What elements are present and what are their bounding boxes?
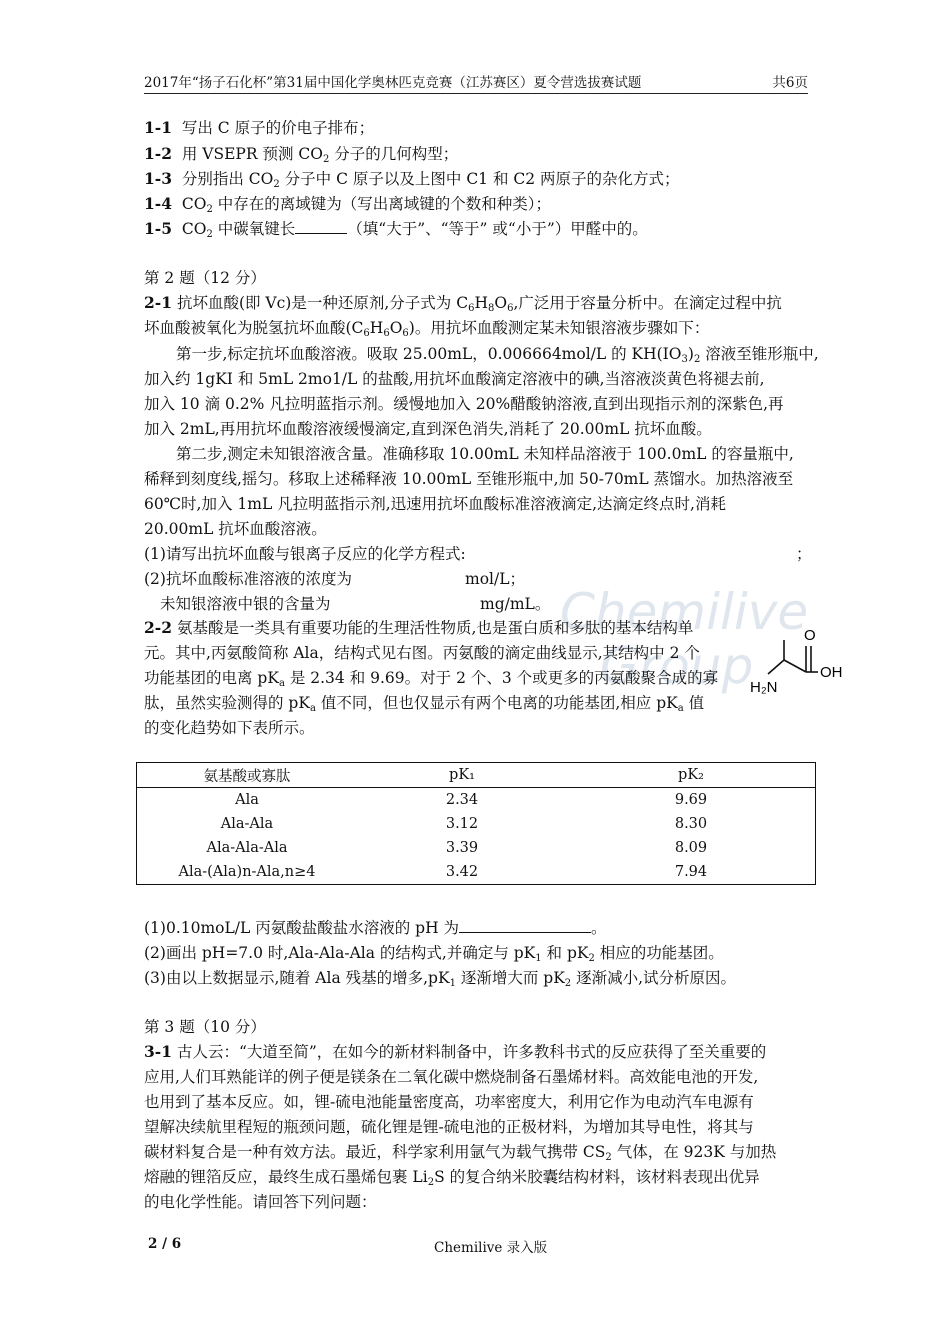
text: ,广泛用于容量分析中。在滴定过程中抗 — [513, 294, 782, 312]
q-text: 用 VSEPR 预测 CO — [181, 145, 323, 163]
cell: Ala-(Ala)n-Ala,n≥4 — [178, 864, 316, 880]
text: 氨基酸是一类具有重要功能的生理活性物质,也是蛋白质和多肽的基本结构单 — [176, 619, 694, 637]
text: S 的复合纳米胶囊结构材料，该材料表现出优异 — [434, 1168, 760, 1186]
question-2-2-2: (2)画出 pH=7.0 时,Ala-Ala-Ala 的结构式,并确定与 $pK_1$ 和 $pK_2$ 相应的功能基团。 — [144, 944, 724, 964]
nh2-label: H₂N — [750, 679, 778, 696]
step2-line4: 20.00mL 抗坏血酸溶液。 — [144, 520, 327, 538]
q3-line1 — [144, 1041, 766, 1063]
cell: 3.42 — [445, 864, 479, 880]
q-text: CO — [181, 195, 207, 213]
q-text: 写出 C 原子的价电子排布； — [181, 119, 375, 137]
watermark-line-1: Chemilive — [560, 583, 809, 641]
text: 是 2.34 和 9.69。对于 2 个、3 个或更多的丙氨酸聚合成的寡 — [284, 669, 719, 687]
text: 古人云：“大道至简”，在如今的新材料制备中，许多教科书式的反应获得了至关重要的 — [176, 1043, 767, 1061]
text: 碳材料复合是一种有效方法。最近，科学家利用氩气为载气携带 CS — [144, 1143, 606, 1161]
question-2-1-1: (1)请写出抗坏血酸与银离子反应的化学方程式: — [144, 545, 466, 563]
table-row — [137, 836, 816, 860]
text: 值 — [683, 694, 705, 712]
q-text: 中存在的离域键为（写出离域键的个数和种类）； — [212, 195, 552, 213]
text: 功能基团的电离 pK — [144, 669, 279, 687]
q3-line3: 也用到了基本反应。如，锂-硫电池能量密度高，功率密度大，利用它作为电动汽车电源有 — [144, 1093, 754, 1111]
header-title: 2017年“扬子石化杯”第31届中国化学奥林匹克竞赛（江苏赛区）夏令营选拔赛试题 — [144, 75, 642, 91]
answer-blank[interactable] — [459, 918, 591, 933]
step2-line2: 稀释到刻度线,摇匀。移取上述稀释液 10.00mL 至锥形瓶中,加 50-70mL 蒸馏水。加热溶液至 — [144, 470, 794, 488]
q2-1-line2: 坏血酸被氧化为脱氢抗坏血酸$(C_6H_6O_6)$。用抗坏血酸测定某未知银溶液步骤如下： — [144, 319, 710, 339]
step1-line1: 第一步,标定抗坏血酸溶液。吸取 25.00mL，0.006664mol/L 的 $KH(IO_3)_2$ 溶液至锥形瓶中, — [176, 345, 819, 365]
text: 溶液至锥形瓶中, — [700, 345, 819, 363]
step1-line4: 加入 2mL,再用抗坏血酸溶液缓慢滴定,直到深色消失,消耗了 20.00mL 抗坏血酸。 — [144, 420, 712, 438]
text: 。 — [591, 919, 607, 937]
q2-1-1-end: ； — [796, 545, 812, 563]
q-num: 2-1 — [144, 293, 173, 312]
step2-line3: 60℃时,加入 1mL 凡拉明蓝指示剂,迅速用抗坏血酸标准溶液滴定,达滴定终点时,消耗 — [144, 495, 726, 513]
text: 相应的功能基团。 — [594, 944, 724, 962]
q2-title: 第 2 题（12 分） — [144, 269, 266, 287]
q3-title: 第 3 题（10 分） — [144, 1018, 266, 1036]
alanine-structure — [748, 622, 858, 702]
col-header: 氨基酸或寡肽 — [203, 768, 291, 785]
q2-2-line1 — [144, 617, 693, 639]
q3-line4: 望解决续航里程短的瓶颈问题，硫化锂是锂-硫电池的正极材料，为增加其导电性，将其与 — [144, 1118, 754, 1136]
text: 值不同，但也仅显示有两个电离的功能基团,相应 pK — [315, 694, 678, 712]
watermark-line-2: Group — [600, 637, 754, 695]
q-num: 1-5 — [144, 219, 173, 238]
text: (1)0.10moL/L 丙氨酸盐酸盐水溶液的 pH 为 — [144, 919, 460, 937]
q-text: 中碳氧键长 — [212, 220, 296, 238]
q-num: 1-4 — [144, 194, 173, 213]
text: 坏血酸被氧化为脱氢抗坏血酸(C — [144, 319, 364, 337]
oh-label: OH — [820, 664, 843, 681]
text: 抗坏血酸(即 Vc)是一种还原剂,分子式为 C — [176, 294, 469, 312]
q3-line2: 应用,人们耳熟能详的例子便是镁条在二氧化碳中燃烧制备石墨烯材料。高效能电池的开发, — [144, 1068, 759, 1086]
q-text: 分子中 C 原子以及上图中 C1 和 C2 两原子的杂化方式； — [279, 170, 680, 188]
q-text: （填“大于”、“等于” 或“小于”）甲醛中的。 — [347, 220, 648, 238]
table-row — [137, 860, 816, 885]
header-pages: 共6页 — [772, 75, 808, 91]
cell: Ala-Ala-Ala — [206, 840, 288, 856]
text: 第一步,标定抗坏血酸溶液。吸取 25.00mL，0.006664mol/L 的 KH(IO — [176, 345, 682, 363]
conc-unit: mol/L； — [465, 570, 526, 588]
q-num: 1-3 — [144, 169, 173, 188]
q-text: CO — [181, 220, 207, 238]
question-2-2-3: (3)由以上数据显示,随着 Ala 残基的增多$,pK_1$ 逐渐增大而 $pK_2$ 逐渐减小,试分析原因。 — [144, 969, 737, 989]
q-num: 1-2 — [144, 144, 173, 163]
q-num: 1-1 — [144, 118, 173, 137]
q3-line6: 熔融的锂箔反应，最终生成石墨烯包裹 $Li_2S$ 的复合纳米胶囊结构材料，该材料表现出优异 — [144, 1168, 760, 1188]
q1-1 — [144, 117, 374, 139]
col-header: pK₂ — [678, 767, 704, 783]
step1-line2: 加入约 1gKI 和 5mL 2mo1/L 的盐酸,用抗坏血酸滴定溶液中的碘,当溶液淡黄色将褪去前, — [144, 370, 765, 388]
q3-line7: 的电化学性能。请回答下列问题： — [144, 1193, 377, 1211]
footer-center: Chemilive 录入版 — [434, 1240, 548, 1256]
cell: Ala-Ala — [220, 816, 274, 832]
cell: 3.12 — [445, 816, 479, 832]
cell: 9.69 — [674, 792, 708, 808]
col-header: pK₁ — [449, 767, 475, 783]
q2-2-line3: 功能基团的电离 $pK_a$ 是 2.34 和 9.69。对于 2 个、3 个或更多的丙氨酸聚合成的寡 — [144, 669, 719, 689]
text: (2)画出 pH=7.0 时,Ala-Ala-Ala 的结构式,并确定与 pK — [144, 944, 536, 962]
q1-2: 1-2 用 VSEPR 预测 $CO_2$ 分子的几何构型； — [144, 144, 459, 165]
text: 逐渐减小,试分析原因。 — [571, 969, 737, 987]
page-number: 2 / 6 — [148, 1236, 182, 1252]
text: )。用抗坏血酸测定某未知银溶液步骤如下： — [408, 319, 710, 337]
cell: Ala — [235, 792, 259, 808]
q1-3: 1-3 分别指出 $CO_2$ 分子中 C 原子以及上图中 C1 和 C2 两原子的杂化方式； — [144, 169, 680, 190]
q-num: 3-1 — [144, 1042, 173, 1061]
page-header — [144, 71, 808, 94]
cell: 7.94 — [674, 864, 708, 880]
text: 肽，虽然实验测得的 pK — [144, 694, 310, 712]
step1-line3: 加入 10 滴 0.2% 凡拉明蓝指示剂。缓慢地加入 20%醋酸钠溶液,直到出现指示剂的深紫色,再 — [144, 395, 784, 413]
bond — [768, 660, 784, 674]
o-label: O — [804, 627, 816, 644]
text: 气体，在 923K 与加热 — [611, 1143, 777, 1161]
cell: 8.30 — [674, 816, 708, 832]
q2-1-line1: 2-1 抗坏血酸(即 Vc)是一种还原剂,分子式为 $C_6H_8O_6$,广泛用于容量分析中。在滴定过程中抗 — [144, 293, 782, 314]
question-2-1-3: 未知银溶液中银的含量为 — [160, 595, 331, 613]
question-2-2-1 — [144, 917, 607, 939]
cell: 8.09 — [674, 840, 708, 856]
answer-blank[interactable] — [295, 219, 347, 234]
q1-5: 1-5 $CO_2$ 中碳氧键长 （填“大于”、“等于” 或“小于”）甲醛中的。 — [144, 219, 648, 240]
text: 和 pK — [541, 944, 589, 962]
q2-2-line2: 元。其中,丙氨酸简称 Ala，结构式见右图。丙氨酸的滴定曲线显示,其结构中 2 个 — [144, 644, 700, 662]
q2-2-line4: 肽，虽然实验测得的 $pK_a$ 值不同，但也仅显示有两个电离的功能基团,相应 $pK_a$ 值 — [144, 694, 705, 714]
table-header-row — [137, 763, 816, 788]
cell: 3.39 — [445, 840, 479, 856]
table-row — [137, 812, 816, 836]
cell: 2.34 — [445, 792, 479, 808]
text: 逐渐增大而 pK — [455, 969, 565, 987]
q-num: 2-2 — [144, 618, 173, 637]
text: 熔融的锂箔反应，最终生成石墨烯包裹 Li — [144, 1168, 428, 1186]
question-2-1-2: (2)抗坏血酸标准溶液的浓度为 — [144, 570, 352, 588]
table-row — [137, 788, 816, 813]
step2-line1: 第二步,测定未知银溶液含量。准确移取 10.00mL 未知样品溶液于 100.0mL 的容量瓶中, — [176, 445, 794, 463]
content-unit: mg/mL。 — [480, 595, 551, 613]
q3-line5: 碳材料复合是一种有效方法。最近，科学家利用氩气为载气携带 $CS_2$ 气体，在 923K 与加热 — [144, 1143, 777, 1163]
q2-2-line5: 的变化趋势如下表所示。 — [144, 719, 315, 737]
q-text: 分别指出 CO — [181, 170, 274, 188]
pka-table — [136, 762, 816, 885]
q-text: 分子的几何构型； — [329, 145, 459, 163]
q1-4: 1-4 $CO_2$ 中存在的离域键为（写出离域键的个数和种类）； — [144, 194, 552, 215]
text: (3)由以上数据显示,随着 Ala 残基的增多,pK — [144, 969, 450, 987]
bond — [784, 660, 806, 672]
